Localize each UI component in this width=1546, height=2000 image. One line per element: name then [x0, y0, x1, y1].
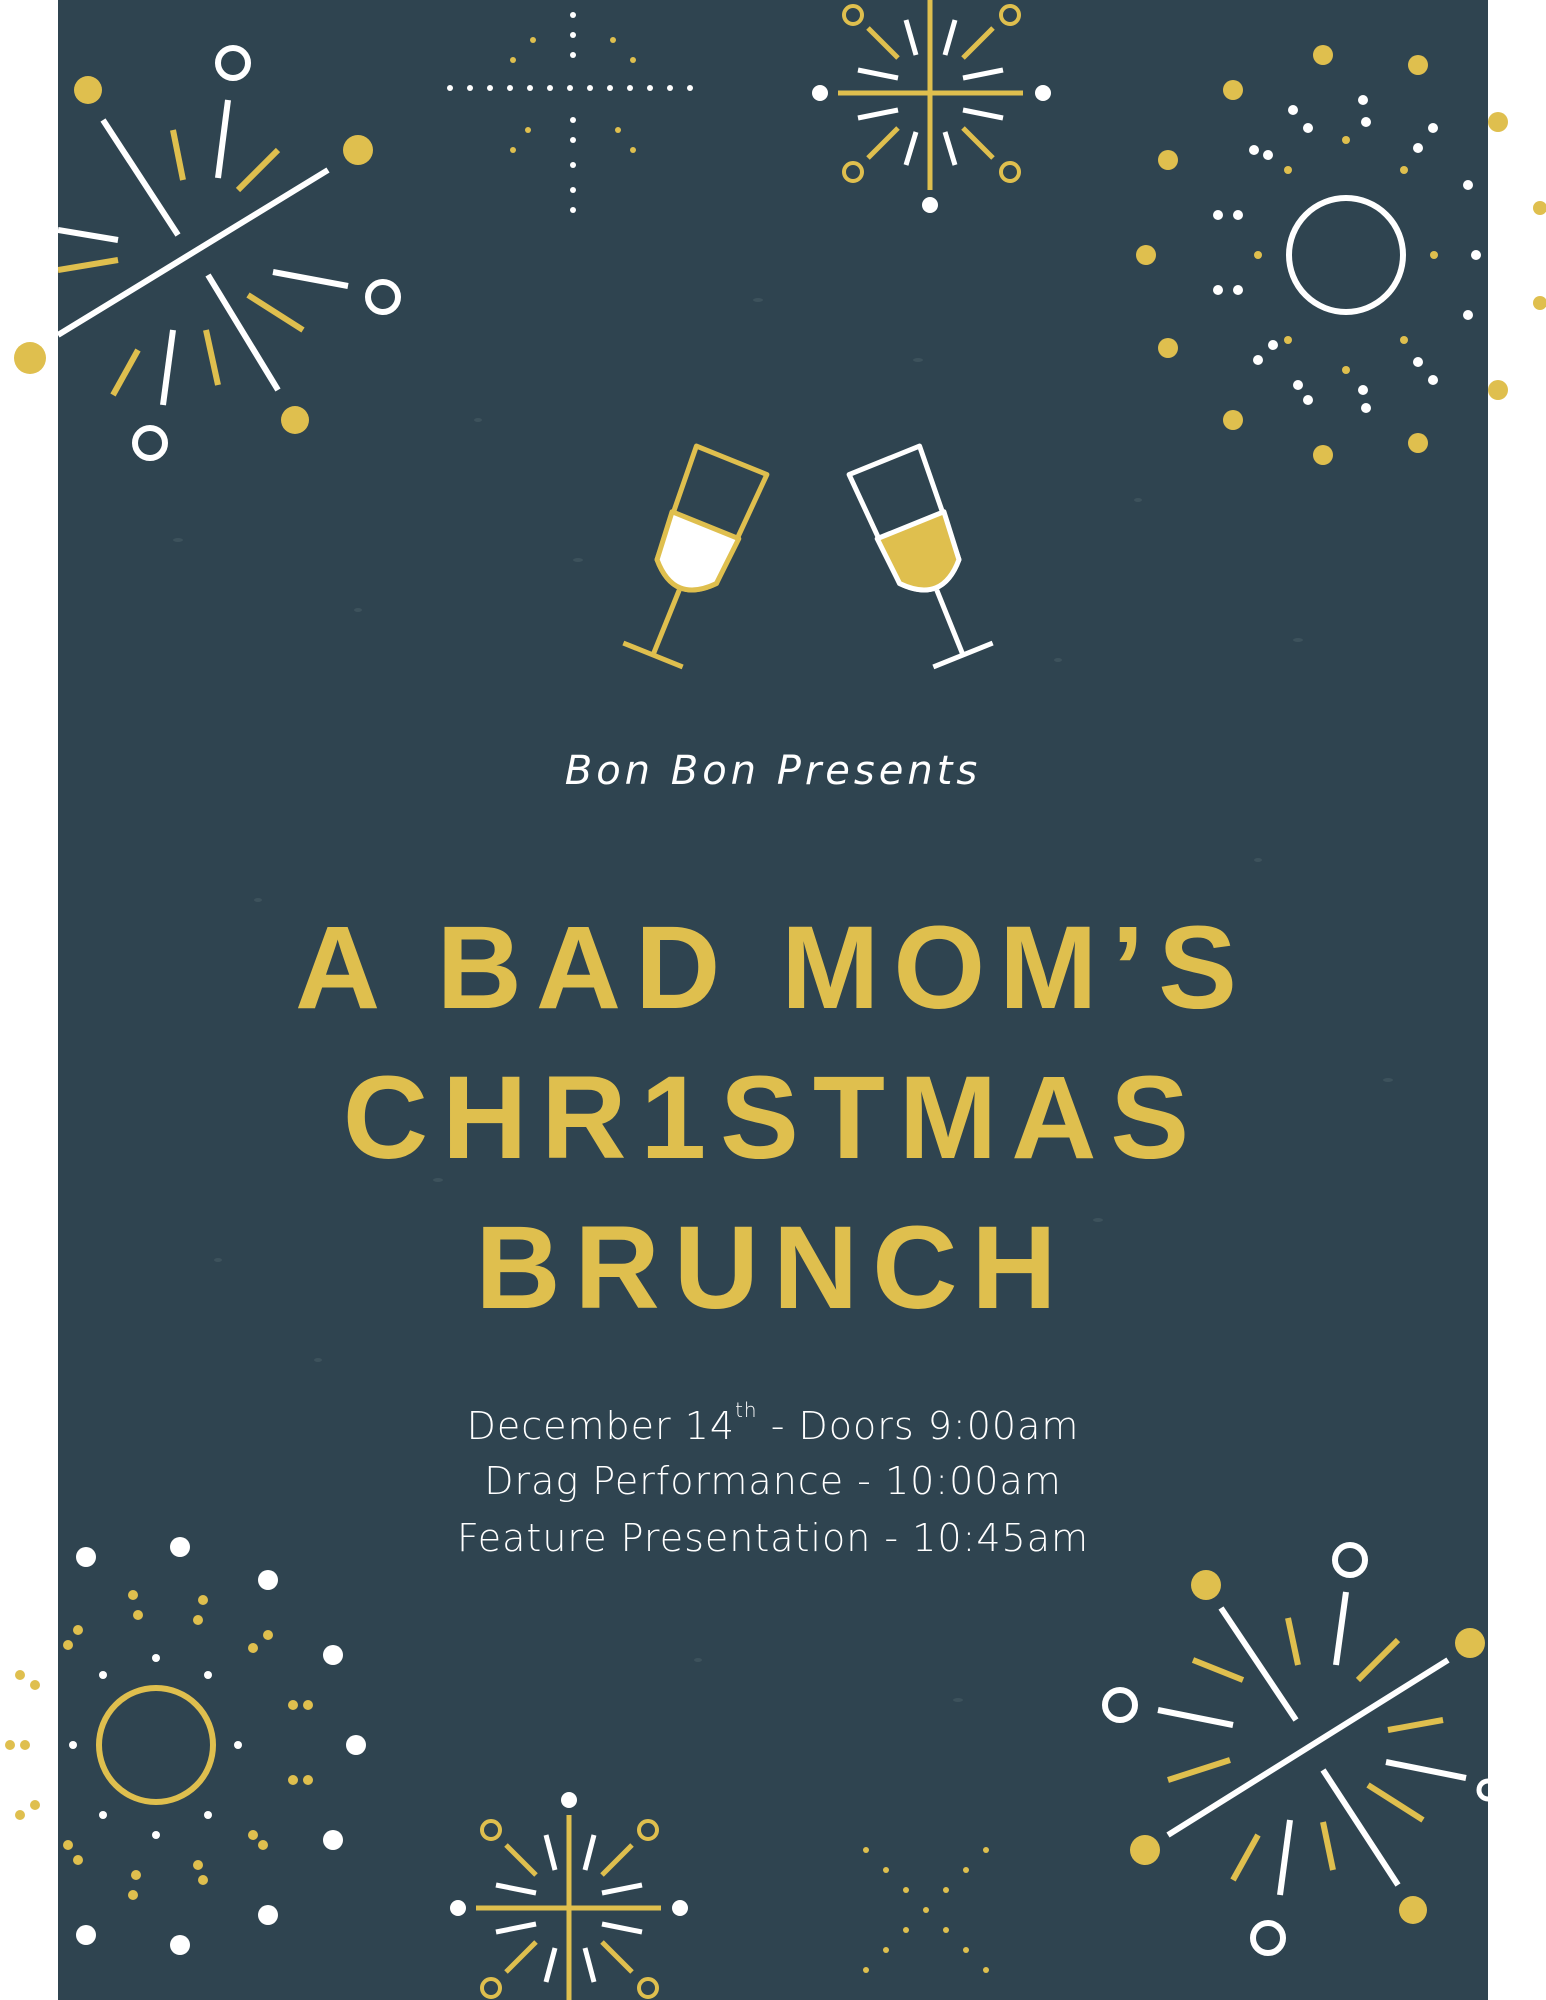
firework-icon — [812, 0, 1051, 213]
firework-icon — [447, 12, 693, 213]
schedule-date: December 14 — [466, 1404, 736, 1448]
firework-icon — [1105, 1545, 1485, 1953]
firework-icon — [1136, 45, 1488, 465]
firework-icon — [863, 1847, 989, 1973]
schedule-feature-presentation: Feature Presentation - 10:45am — [456, 1516, 1089, 1560]
schedule-drag-performance: Drag Performance - 10:00am — [484, 1459, 1062, 1503]
schedule-doors — [58, 1398, 1488, 1454]
firework-icon — [450, 1792, 688, 2000]
firework-icon — [58, 48, 398, 458]
champagne-glasses-icon — [618, 446, 998, 669]
firework-icon — [63, 1537, 366, 1955]
poster — [58, 0, 1488, 2000]
presenter-line: Bon Bon Presents — [564, 748, 982, 794]
event-title-line-1: A BAD MOM’S — [295, 902, 1251, 1034]
date-suffix: th — [735, 1398, 758, 1422]
schedule-doors-time: - Doors 9:00am — [757, 1404, 1080, 1448]
event-title-line-2: CHR1STMAS — [342, 1052, 1204, 1184]
event-title-line-3: BRUNCH — [475, 1202, 1071, 1334]
